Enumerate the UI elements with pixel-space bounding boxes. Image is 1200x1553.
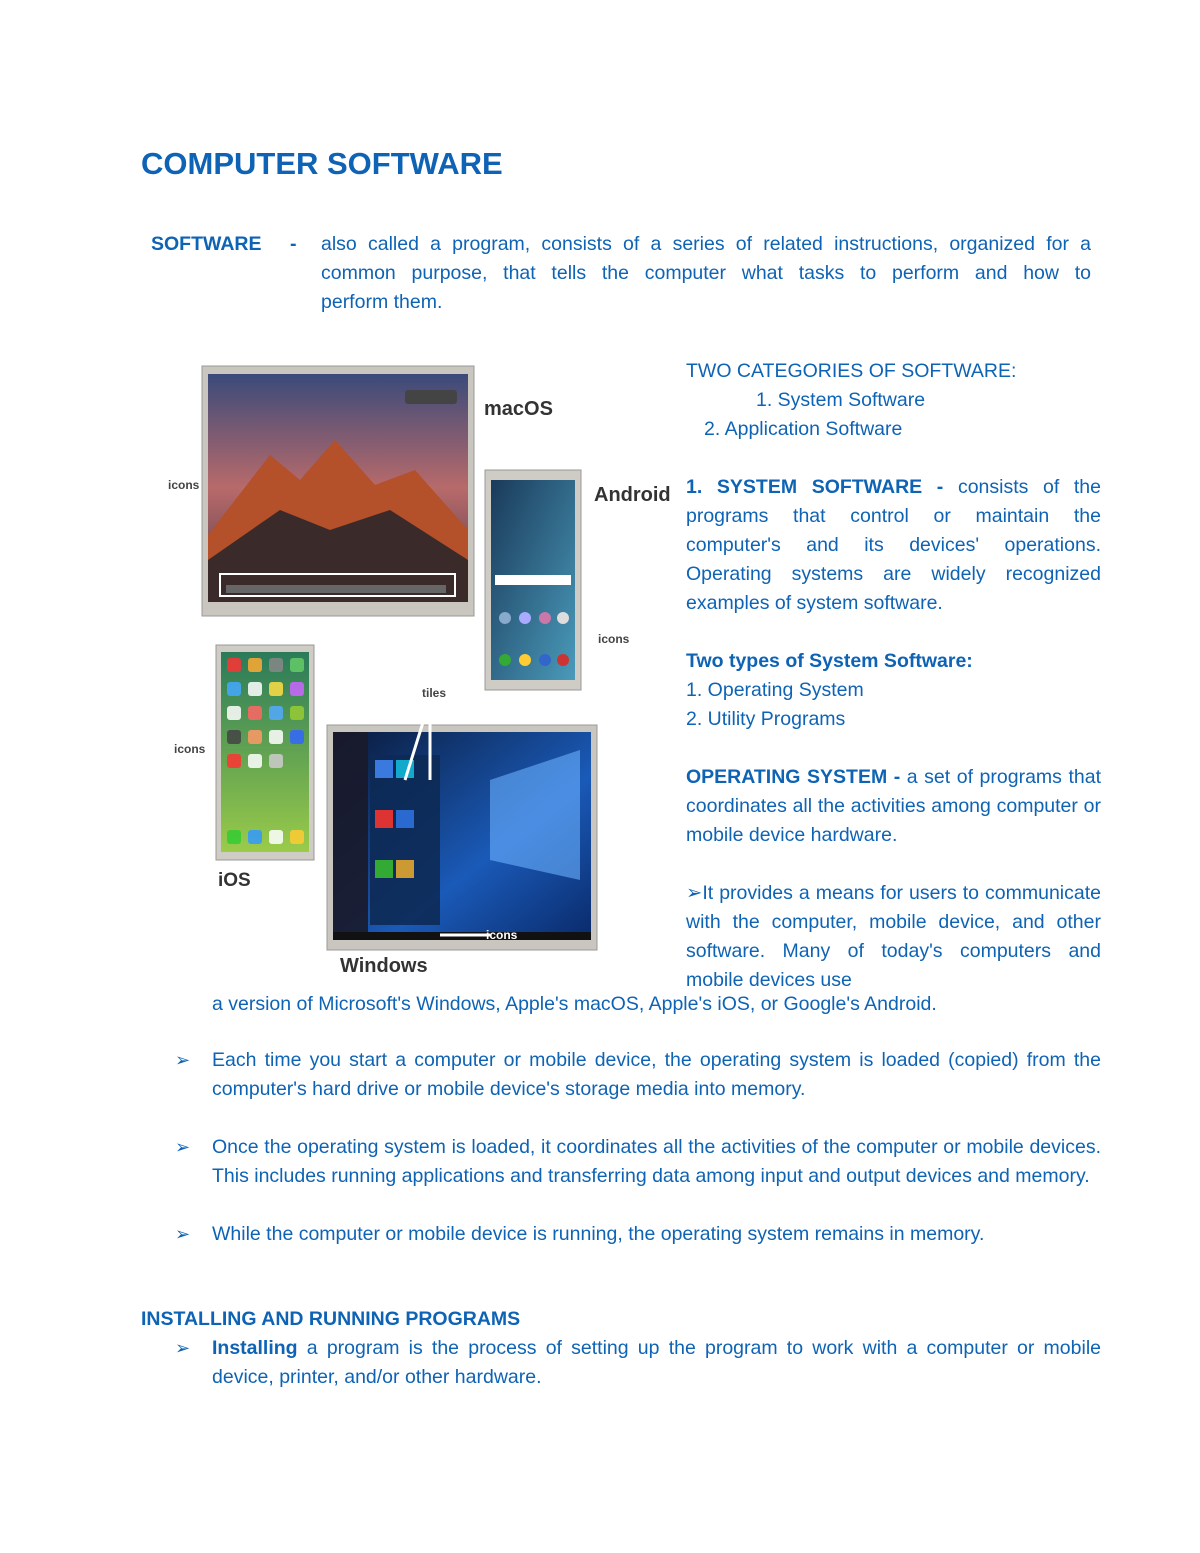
system-software-term: 1. SYSTEM SOFTWARE - xyxy=(686,476,944,498)
os-figure xyxy=(160,360,671,985)
installing-item xyxy=(175,1334,1101,1392)
icons-label-ios: icons xyxy=(174,742,206,756)
android-label: Android xyxy=(594,484,671,506)
system-software-text: consists of the programs that control or maintain the computer's and its devices' operations. Operating systems are widely recognized examples of system software. xyxy=(686,476,1101,614)
windows-screen xyxy=(327,725,597,950)
bullet-arrow: ➢ xyxy=(175,1224,191,1244)
windows-label: Windows xyxy=(340,955,428,977)
icons-label-android: icons xyxy=(598,632,630,646)
software-dash: - xyxy=(290,233,297,255)
os-bullet-text: It provides a means for users to communicate with the computer, mobile device, and other software. Many of today's computers and mobile devices use xyxy=(686,882,1101,991)
installing-rest: a program is the process of setting up the program to work with a computer or mobile device, printer, and/or other hardware. xyxy=(212,1337,1101,1388)
icons-label-windows: icons xyxy=(486,928,518,942)
software-term: SOFTWARE xyxy=(151,233,262,255)
page-title: COMPUTER SOFTWARE xyxy=(141,146,503,181)
icons-label-macos: icons xyxy=(168,478,200,492)
two-types-heading: Two types of System Software: xyxy=(686,650,973,672)
software-def-line2: common purpose, that tells the computer what tasks to perform and how to xyxy=(321,262,1091,284)
operating-system-term: OPERATING SYSTEM - xyxy=(686,766,901,788)
bullet-arrow: ➢ xyxy=(175,1050,191,1070)
tiles-label: tiles xyxy=(422,686,447,700)
categories-item-1: 1. System Software xyxy=(756,389,926,411)
two-types-item-2: 2. Utility Programs xyxy=(686,708,846,730)
installing-heading: INSTALLING AND RUNNING PROGRAMS xyxy=(141,1308,521,1330)
bullet-text: Once the operating system is loaded, it coordinates all the activities of the computer or mobile devices. This includes running applications and transferring data among input and output devices and memory. xyxy=(212,1136,1101,1187)
os-bullet-paragraph xyxy=(686,879,1101,995)
two-types-item-1: 1. Operating System xyxy=(686,679,864,701)
software-def-line3: perform them. xyxy=(321,291,443,313)
bullet-item xyxy=(175,1046,1101,1104)
ios-label: iOS xyxy=(218,870,251,891)
right-column xyxy=(686,357,1101,995)
os-bullet-continuation: a version of Microsoft's Windows, Apple's macOS, Apple's iOS, or Google's Android. xyxy=(212,993,937,1015)
android-phone xyxy=(485,470,581,690)
categories-item-2: 2. Application Software xyxy=(704,418,903,440)
software-def-line1: also called a program, consists of a series of related instructions, organized for a xyxy=(321,233,1091,255)
macos-screen xyxy=(202,366,474,616)
installing-term: Installing xyxy=(212,1337,298,1359)
ios-phone xyxy=(216,645,314,860)
bullet-list xyxy=(175,1046,1101,1249)
macos-label: macOS xyxy=(484,398,553,420)
bullet-item xyxy=(175,1220,1101,1249)
bullet-item xyxy=(175,1133,1101,1191)
bullet-text: Each time you start a computer or mobile device, the operating system is loaded (copied) from the computer's hard drive or mobile device's storage media into memory. xyxy=(212,1049,1101,1100)
installing-arrow: ➢ xyxy=(175,1338,191,1358)
installing-bullet xyxy=(175,1334,1101,1392)
installing-text xyxy=(212,1334,1101,1392)
system-software-paragraph xyxy=(686,473,1101,618)
software-definition xyxy=(321,230,1091,317)
operating-system-text: a set of programs that coordinates all the activities among computer or mobile device hardware. xyxy=(686,766,1101,846)
bullet-arrow: ➢ xyxy=(175,1137,191,1157)
os-bullet-arrow: ➢ xyxy=(686,882,703,904)
bullet-text: While the computer or mobile device is running, the operating system remains in memory. xyxy=(212,1223,985,1245)
categories-heading: TWO CATEGORIES OF SOFTWARE: xyxy=(686,360,1017,382)
operating-system-paragraph xyxy=(686,763,1101,850)
